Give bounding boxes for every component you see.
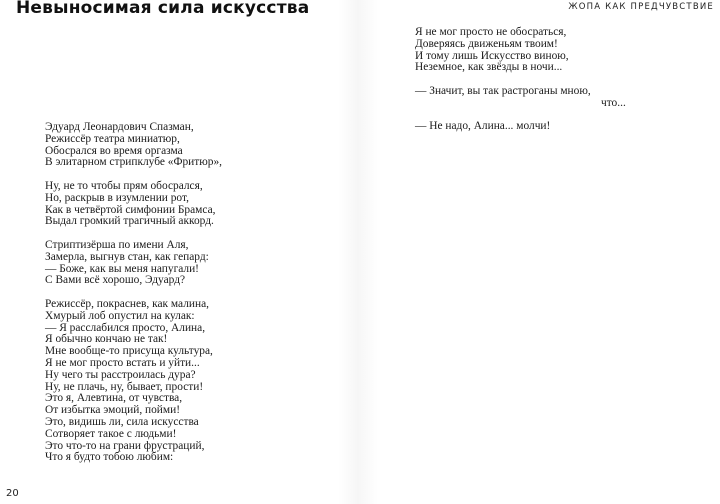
page-number: 20 xyxy=(6,488,19,499)
verse-line: Как в четвёртой симфонии Брамса, xyxy=(45,203,216,216)
verse-line: От избытка эмоций, пойми! xyxy=(45,404,180,417)
verse-line: Я не мог просто не обосраться, xyxy=(415,26,567,38)
verse-line: Доверяясь движеньям твоим! xyxy=(415,37,558,50)
stanza-2 xyxy=(45,181,222,228)
verse-line: В элитарном стрипклубе «Фритюр», xyxy=(45,156,222,169)
verse-line: Ну, не плачь, ну, бывает, прости! xyxy=(45,380,204,393)
poem-left-column xyxy=(45,122,222,476)
verse-line: Ну, не то чтобы прям обосрался, xyxy=(45,179,203,192)
verse-line: Но, раскрыв в изумлении рот, xyxy=(45,191,189,204)
verse-line: Это что-то на грани фрустраций, xyxy=(45,439,205,452)
verse-line: Замерла, выгнув стан, как гепард: xyxy=(45,250,209,263)
verse-line: Ну чего ты расстроилась дура? xyxy=(45,368,196,381)
verse-line: — Я расслабился просто, Алина, xyxy=(45,321,206,334)
verse-line: Обосрался во время оргазма xyxy=(45,144,183,157)
stanza-5 xyxy=(415,27,626,74)
verse-line: С Вами всё хорошо, Эдуард? xyxy=(45,274,186,287)
verse-line: Это я, Алевтина, от чувства, xyxy=(45,392,183,405)
verse-line-indented: что... xyxy=(601,96,626,109)
stanza-6 xyxy=(415,86,626,110)
verse-line: Стриптизёрша по имени Аля, xyxy=(45,238,189,251)
verse-line: Неземное, как звёзды в ночи... xyxy=(415,61,563,74)
verse-line: Что я будто тобою любим: xyxy=(45,451,174,464)
verse-line: Это, видишь ли, сила искусства xyxy=(45,415,199,428)
verse-line: Выдал громкий трагичный аккорд. xyxy=(45,215,214,228)
verse-line: Я обычно кончаю не так! xyxy=(45,333,168,346)
stanza-1 xyxy=(45,122,222,169)
verse-line: Режиссёр театра миниатюр, xyxy=(45,132,180,145)
poem-right-column xyxy=(415,27,626,145)
running-head: ЖОПА КАК ПРЕДЧУВСТВИЕ xyxy=(568,2,714,12)
page-gutter xyxy=(338,0,378,504)
stanza-7 xyxy=(415,121,626,133)
verse-line: Я не мог просто встать и уйти... xyxy=(45,356,200,369)
verse-line: — Боже, как вы меня напугали! xyxy=(45,262,199,275)
verse-line: Сотворяет такое с людьми! xyxy=(45,427,177,440)
stanza-4 xyxy=(45,299,222,464)
verse-line: Хмурый лоб опустил на кулак: xyxy=(45,309,195,322)
stanza-3 xyxy=(45,240,222,287)
verse-line: — Не надо, Алина... молчи! xyxy=(415,120,551,133)
verse-line: И тому лишь Искусство виною, xyxy=(415,49,569,62)
verse-line: — Значит, вы так растроганы мною, xyxy=(415,84,591,97)
poem-title: Невыносимая сила искусства xyxy=(16,0,310,18)
verse-line: Мне вообще-то присуща культура, xyxy=(45,345,213,358)
verse-line: Эдуард Леонардович Спазман, xyxy=(45,121,194,133)
verse-line: Режиссёр, покраснев, как малина, xyxy=(45,297,209,310)
